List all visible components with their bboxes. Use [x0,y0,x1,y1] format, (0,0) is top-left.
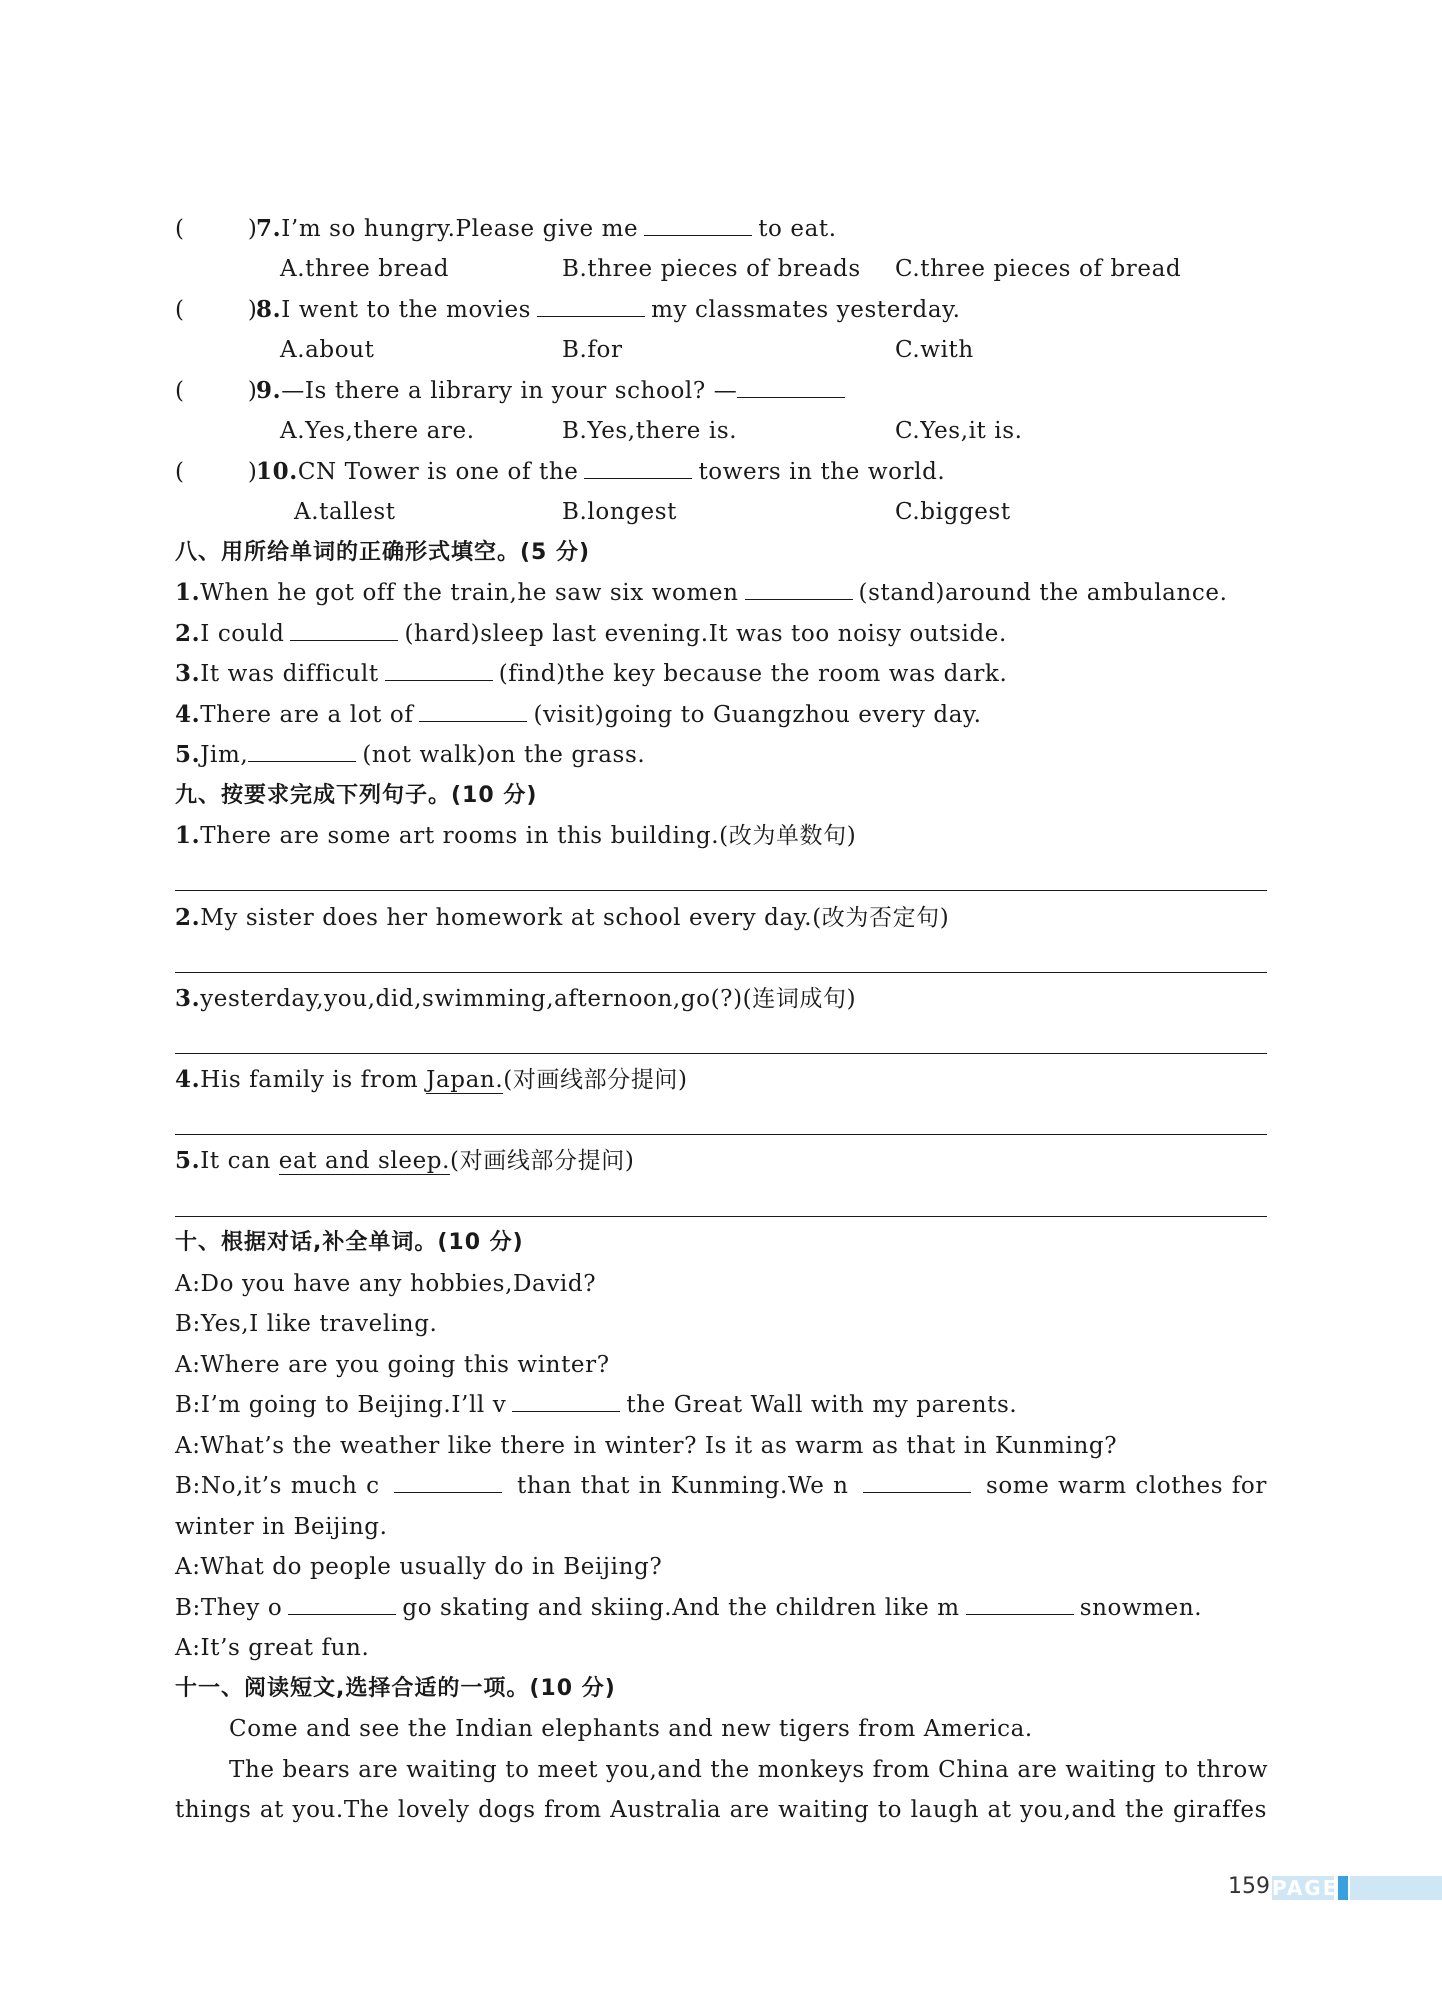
dialogue-text: B:They o [175,1595,283,1621]
item-number: 2. [175,620,201,647]
item-text: (not walk)on the grass. [362,742,646,768]
answer-blank[interactable] [584,452,692,479]
page-bar [1350,1876,1442,1900]
item-number: 1. [175,579,201,606]
answer-line[interactable] [175,1134,1267,1135]
option-b[interactable]: B.Yes,there is. [562,418,738,444]
dialogue-text: B:No,it’s much c [175,1473,380,1499]
option-c[interactable]: C.biggest [895,499,1011,525]
answer-blank[interactable] [385,654,493,681]
dialogue-text: B:I’m going to Beijing.I’ll v [175,1392,507,1418]
answer-blank[interactable] [737,371,845,398]
item-text: There are some art rooms in this building.(改为单数句) [200,823,857,849]
section-8-heading [0,533,1442,573]
dialogue-text: B:Yes,I like traveling. [175,1311,438,1337]
section-title: 十、根据对话,补全单词。(10 分) [175,1230,524,1255]
dialogue-line [0,1466,1442,1506]
question-10 [0,452,1442,492]
dialogue-line [0,1588,1442,1628]
section-title: 十一、阅读短文,选择合适的一项。(10 分) [175,1676,616,1701]
dialogue-text: than that in Kunming.We n [516,1473,849,1499]
option-b[interactable]: B.three pieces of breads [562,256,861,282]
options-7 [0,249,1442,289]
passage-text: Come and see the Indian elephants and new tigers from America. [229,1716,1033,1742]
options-8 [0,330,1442,370]
item-number: 5. [175,1147,201,1174]
fill-item-4 [0,695,1442,735]
item-text: It can [200,1148,279,1174]
options-9 [0,411,1442,451]
item-text: (stand)around the ambulance. [858,580,1228,606]
answer-line[interactable] [175,972,1267,973]
rewrite-item-2 [0,898,1442,938]
question-text: towers in the world. [698,459,946,485]
page-label: PAGE [1272,1876,1339,1900]
dialogue-line [0,1547,1442,1587]
answer-blank[interactable] [419,695,527,722]
answer-blank[interactable] [644,209,752,236]
item-number: 2. [175,904,201,931]
question-text: my classmates yesterday. [651,297,961,323]
answer-blank[interactable] [745,573,853,600]
dialogue-text: go skating and skiing.And the children like m [402,1595,960,1621]
fill-item-3 [0,654,1442,694]
dialogue-line [0,1304,1442,1344]
page-number: 159 [1228,1874,1270,1899]
passage-text: things at you.The lovely dogs from Australia are waiting to laugh at you,and the giraffes [175,1797,1267,1823]
dialogue-line [0,1345,1442,1385]
item-instruction: (对画线部分提问) [450,1148,635,1174]
question-text: —Is there a library in your school? — [281,378,738,404]
item-text: It was difficult [200,661,379,687]
page-marker [1338,1876,1348,1900]
item-text: yesterday,you,did,swimming,afternoon,go(?)(连词成句) [200,986,857,1012]
option-a[interactable]: A.three bread [280,256,450,282]
dialogue-line [0,1385,1442,1425]
item-text: (find)the key because the room was dark. [498,661,1008,687]
answer-blank[interactable] [248,735,356,762]
dialogue-text: A:What do people usually do in Beijing? [175,1554,663,1580]
dialogue-text: A:Do you have any hobbies,David? [175,1271,597,1297]
item-text: I could [200,621,285,647]
item-instruction: (对画线部分提问) [503,1067,688,1093]
section-11-heading [0,1669,1442,1709]
rewrite-item-1 [0,816,1442,856]
answer-blank[interactable] [288,1588,396,1615]
option-b[interactable]: B.for [562,337,623,363]
option-c[interactable]: C.with [895,337,974,363]
question-text: I went to the movies [281,297,532,323]
options-10 [0,492,1442,532]
question-8 [0,290,1442,330]
question-text: I’m so hungry.Please give me [281,216,639,242]
option-b[interactable]: B.longest [562,499,678,525]
underlined-part: eat and sleep. [278,1148,451,1174]
question-7 [0,209,1442,249]
item-text: When he got off the train,he saw six women [200,580,739,606]
passage-text: The bears are waiting to meet you,and the monkeys from China are waiting to throw [229,1757,1269,1783]
rewrite-item-4 [0,1060,1442,1100]
dialogue-line [0,1628,1442,1668]
dialogue-text: A:What’s the weather like there in winter? Is it as warm as that in Kunming? [175,1433,1118,1459]
underlined-part: Japan. [426,1067,504,1093]
fill-item-5 [0,735,1442,775]
dialogue-text: winter in Beijing. [175,1514,388,1540]
section-title: 八、用所给单词的正确形式填空。(5 分) [175,540,591,565]
item-text: My sister does her homework at school every day.(改为否定句) [200,905,950,931]
item-text: (hard)sleep last evening.It was too noisy outside. [404,621,1007,647]
option-c[interactable]: C.three pieces of bread [895,256,1182,282]
question-number: 10. [256,458,298,485]
item-text: His family is from [200,1067,427,1093]
answer-paren[interactable]: ( ) [175,216,258,242]
item-number: 4. [175,1066,201,1093]
option-a[interactable]: A.Yes,there are. [280,418,475,444]
fill-item-1 [0,573,1442,613]
rewrite-item-3 [0,979,1442,1019]
item-number: 1. [175,822,201,849]
question-number: 8. [256,296,282,323]
item-text: Jim, [200,742,249,768]
answer-blank[interactable] [290,614,398,641]
passage-line [0,1750,1442,1790]
answer-blank[interactable] [966,1588,1074,1615]
dialogue-text: snowmen. [1079,1595,1203,1621]
dialogue-line [0,1507,1442,1547]
answer-line[interactable] [175,1216,1267,1217]
answer-blank[interactable] [537,290,645,317]
item-number: 4. [175,701,201,728]
answer-blank[interactable] [394,1466,502,1493]
question-9 [0,371,1442,411]
answer-paren[interactable]: ( ) [175,297,258,323]
item-text: (visit)going to Guangzhou every day. [533,702,982,728]
option-a[interactable]: A.tallest [294,499,396,525]
section-10-heading [0,1223,1442,1263]
item-text: There are a lot of [200,702,414,728]
answer-line[interactable] [175,1053,1267,1054]
section-9-heading [0,776,1442,816]
answer-paren[interactable]: ( ) [175,378,258,404]
question-number: 9. [256,377,282,404]
question-text: to eat. [758,216,837,242]
dialogue-line [0,1426,1442,1466]
rewrite-item-5 [0,1141,1442,1181]
dialogue-text: the Great Wall with my parents. [626,1392,1018,1418]
section-title: 九、按要求完成下列句子。(10 分) [175,783,538,808]
dialogue-line [0,1264,1442,1304]
passage-line [0,1709,1442,1749]
option-c[interactable]: C.Yes,it is. [895,418,1023,444]
answer-line[interactable] [175,890,1267,891]
question-number: 7. [256,215,282,242]
item-number: 5. [175,741,201,768]
dialogue-text: A:Where are you going this winter? [175,1352,610,1378]
passage-line [0,1790,1442,1830]
fill-item-2 [0,614,1442,654]
item-number: 3. [175,985,201,1012]
dialogue-text: some warm clothes for [985,1473,1267,1499]
answer-blank[interactable] [863,1466,971,1493]
item-number: 3. [175,660,201,687]
dialogue-text: A:It’s great fun. [175,1635,370,1661]
answer-paren[interactable]: ( ) [175,459,258,485]
question-text: CN Tower is one of the [297,459,579,485]
answer-blank[interactable] [512,1385,620,1412]
option-a[interactable]: A.about [280,337,375,363]
